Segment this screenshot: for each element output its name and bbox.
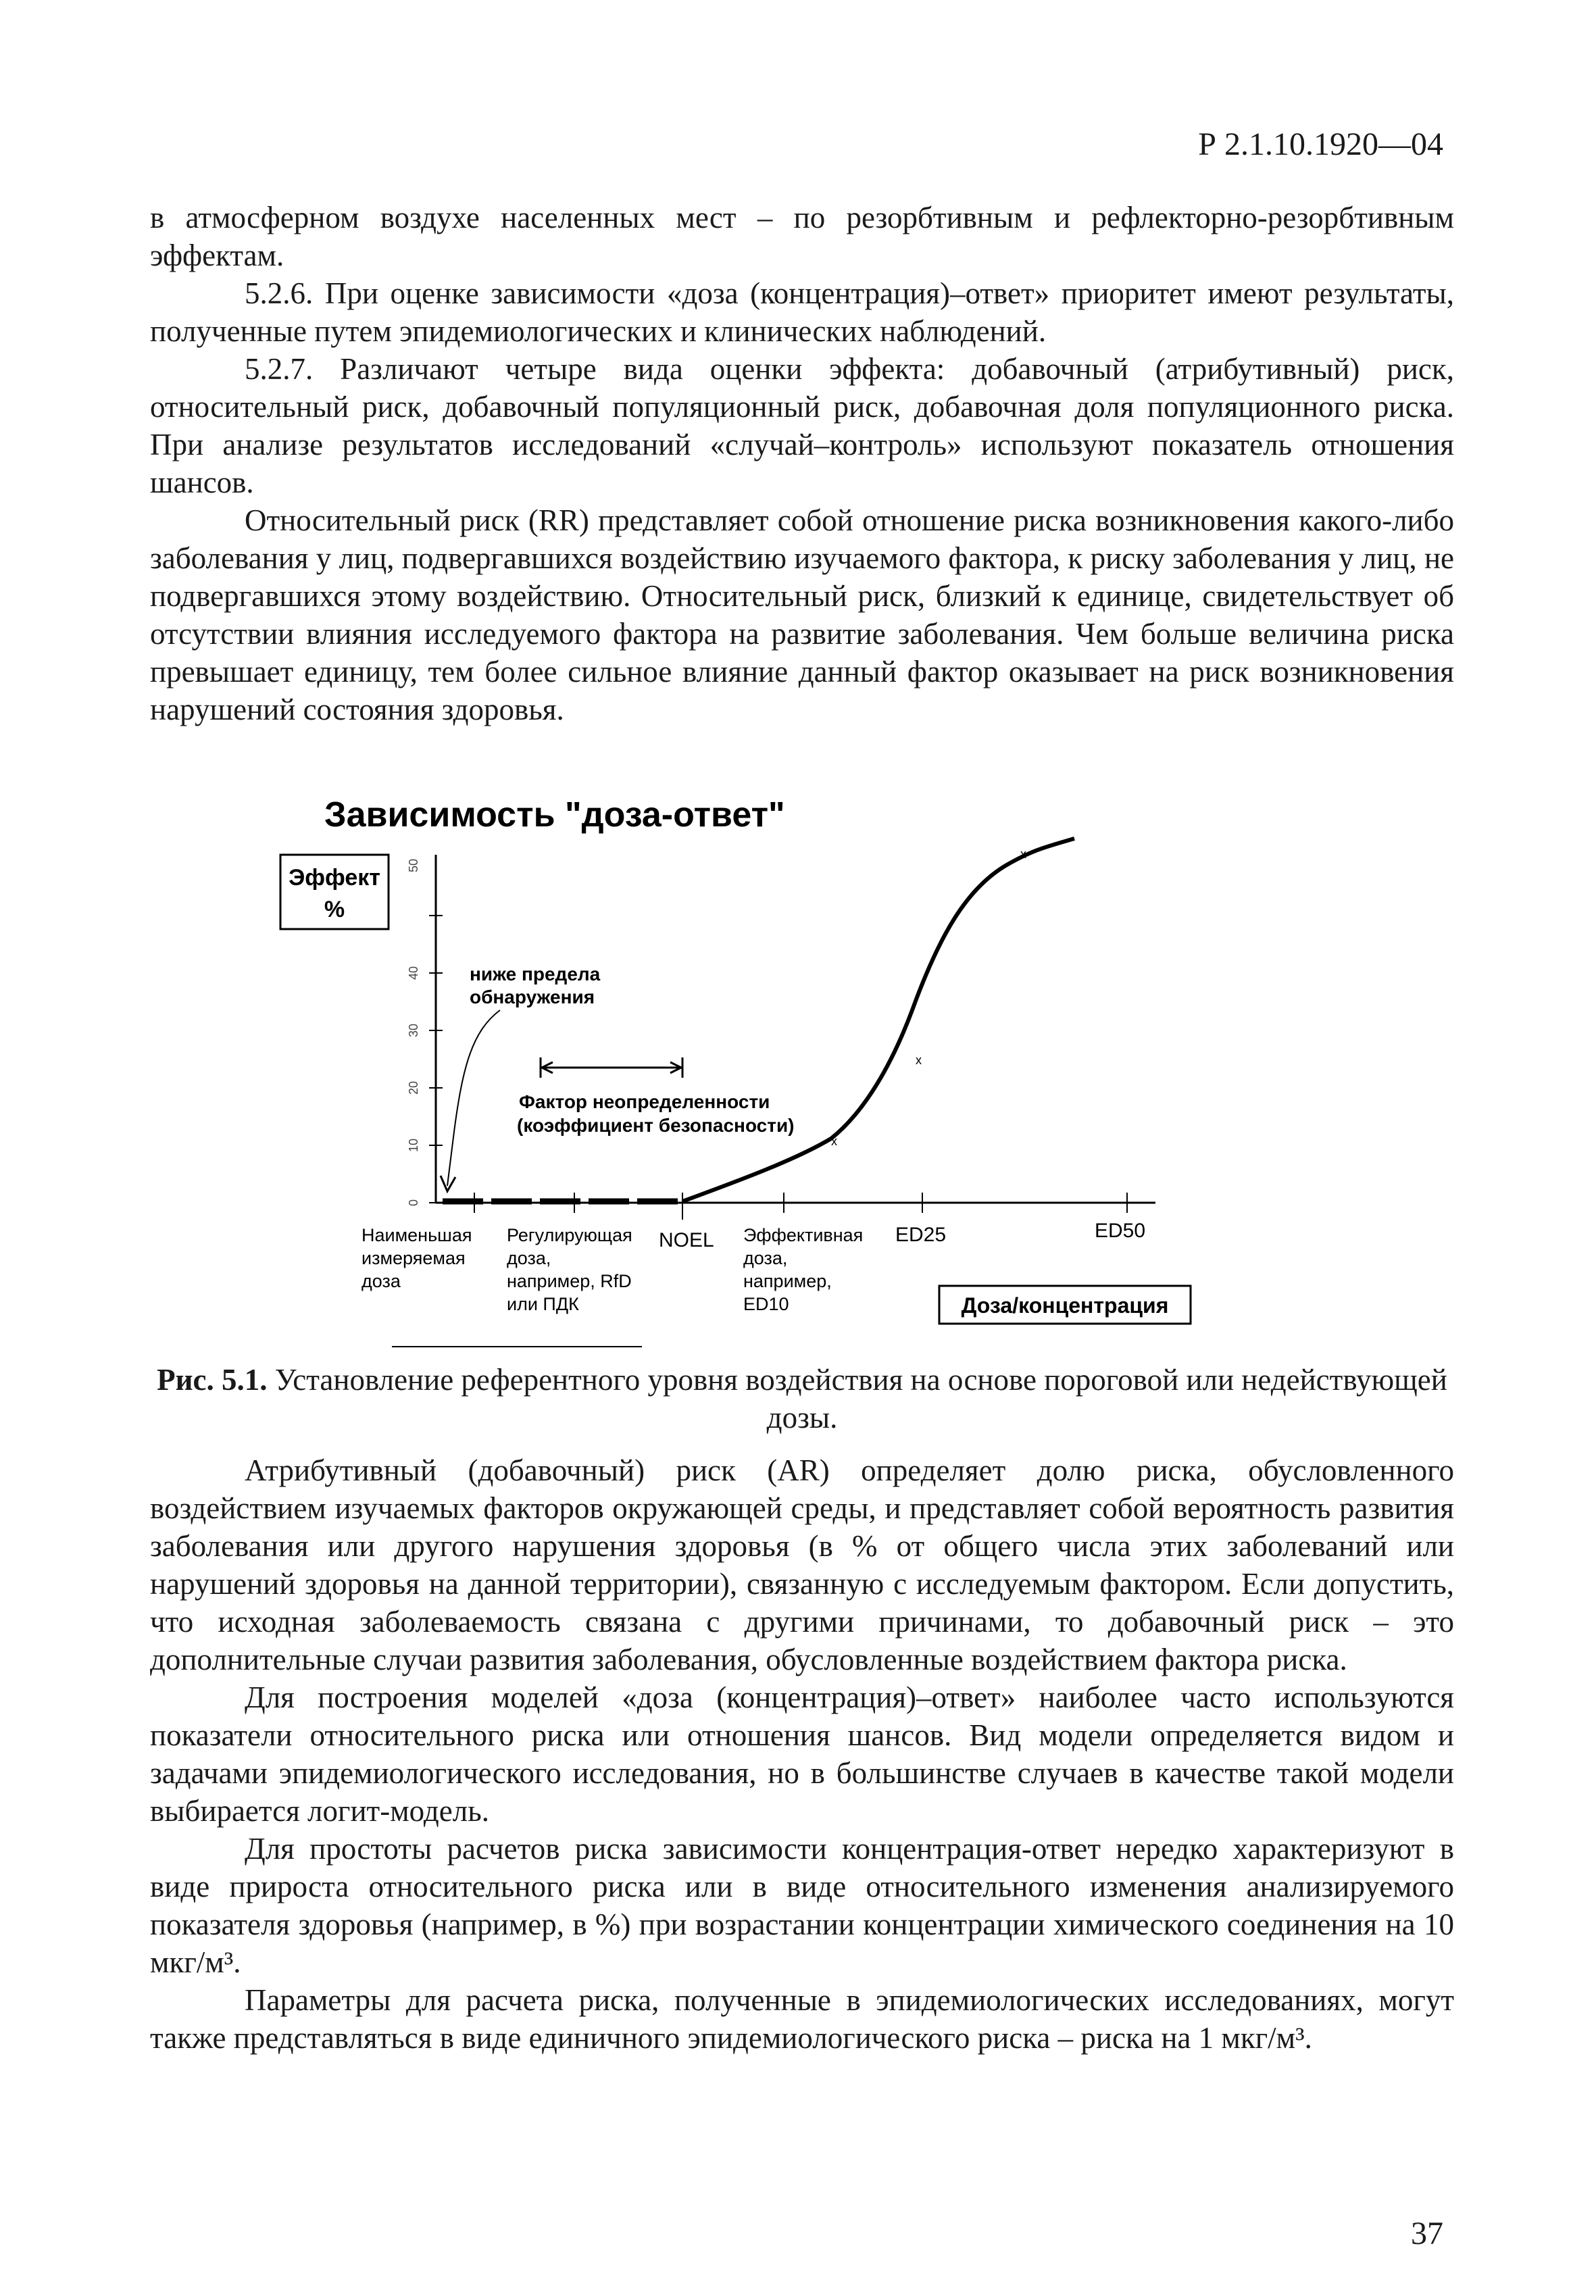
caption-text: Установление референтного уровня воздействия на основе пороговой или недействующей дозы. [267,1363,1447,1434]
x-axis-title: Доза/концентрация [961,1293,1169,1318]
paragraph: Атрибутивный (добавочный) риск (AR) определяет долю риска, обусловленного воздействием изучаемых факторов окружающей среды, и представляет собой вероятность развития заболевания или другого нарушения здоровья (в % от общего числа этих заболеваний или нарушений здоровья на данной территории), связанную с исследуемым фактором. Если допустить, что исходная заболеваемость связана с другими причинами, то добавочный риск – это дополнительные случаи развития заболевания, обусловленные воздействием фактора риска. [150,1453,1454,1676]
x-label: например, RfD [507,1271,632,1291]
figure-title: Зависимость "доза-ответ" [324,795,785,834]
annotation-detection-line1: ниже предела [470,964,601,984]
x-label: Эффективная [743,1225,864,1245]
y-tick-label: 0 [407,1199,420,1207]
x-label: ED10 [743,1294,789,1314]
x-label: например, [743,1271,832,1291]
y-axis-label: Эффект [289,865,380,891]
curve-marker: x [916,1053,922,1067]
x-label: доза, [743,1248,788,1268]
dose-response-figure [270,780,1216,1348]
x-label: Регулирующая [507,1225,632,1245]
caption-label: Рис. 5.1. [157,1363,268,1397]
x-label: Наименьшая [361,1225,472,1245]
x-ticks [474,1193,1127,1220]
detection-arrow [447,1010,500,1186]
x-label-ed25: ED25 [895,1224,947,1246]
annotation-uncertainty-line2: (коэффициент безопасности) [517,1115,795,1136]
y-tick-label: 10 [407,1138,420,1153]
y-tick-label: 30 [407,1023,420,1038]
y-axis-unit: % [324,897,345,922]
paragraph: в атмосферном воздухе населенных мест – по резорбтивным и рефлекторно-резорбтивным эффектам. [150,201,1454,272]
paragraph: 5.2.7. Различают четыре вида оценки эффекта: добавочный (атрибутивный) риск, относительный риск, добавочный популяционный риск, добавочная доля популяционного риска. При анализе результатов исследований «случай–контроль» используют показатель отношения шансов. [150,352,1454,499]
text-block-bottom [150,1451,1454,2057]
y-tick-label: 40 [407,966,420,980]
x-label-ed50: ED50 [1095,1220,1146,1242]
annotation-uncertainty-line1: Фактор неопределенности [519,1091,770,1112]
y-tick-labels [407,859,420,1206]
curve-marker: x [831,1134,837,1148]
paragraph: Параметры для расчета риска, полученные в эпидемиологических исследованиях, могут также представляться в виде единичного эпидемиологического риска – риска на 1 мкг/м³. [150,1983,1454,2055]
y-tick-label: 50 [407,858,420,873]
figure-caption [150,1361,1454,1437]
document-code: Р 2.1.10.1920—04 [1198,126,1443,162]
x-label-noel: NOEL [659,1229,714,1251]
page-number: 37 [1411,2216,1443,2251]
curve-marker: x [1020,847,1026,861]
x-label: измеряемая [361,1248,466,1268]
x-label: или ПДК [507,1294,579,1314]
paragraph: Относительный риск (RR) представляет собой отношение риска возникновения какого-либо заболевания у лиц, подвергавшихся воздействию изучаемого фактора, к риску заболевания у лиц, не подвергавшихся этому воздействию. Относительный риск, близкий к единице, свидетельствует об отсутствии влияния исследуемого фактора на развитие заболевания. Чем больше величина риска превышает единицу, тем более сильное влияние данный фактор оказывает на риск возникновения нарушений состояния здоровья. [150,503,1454,726]
x-label: доза [361,1271,401,1291]
paragraph: Для построения моделей «доза (концентрация)–ответ» наиболее часто используются показатели относительного риска или отношения шансов. Вид модели определяется видом и задачами эпидемиологического исследования, но в большинстве случаев в качестве такой модели выбирается логит-модель. [150,1680,1454,1828]
text-block-top [150,199,1454,728]
x-label: доза, [507,1248,551,1268]
dose-response-diagram [270,780,1216,1348]
paragraph: Для простоты расчетов риска зависимости концентрация-ответ нередко характеризуют в виде прироста относительного риска или в виде относительного изменения анализируемого показателя здоровья (например, в %) при возрастании концентрации химического соединения на 10 мкг/м³. [150,1832,1454,1979]
paragraph: 5.2.6. При оценке зависимости «доза (концентрация)–ответ» приоритет имеют результаты, полученные путем эпидемиологических и клинических наблюдений. [150,276,1454,348]
y-tick-label: 20 [407,1080,420,1095]
annotation-detection-line2: обнаружения [470,987,595,1007]
dose-response-curve [682,839,1074,1201]
